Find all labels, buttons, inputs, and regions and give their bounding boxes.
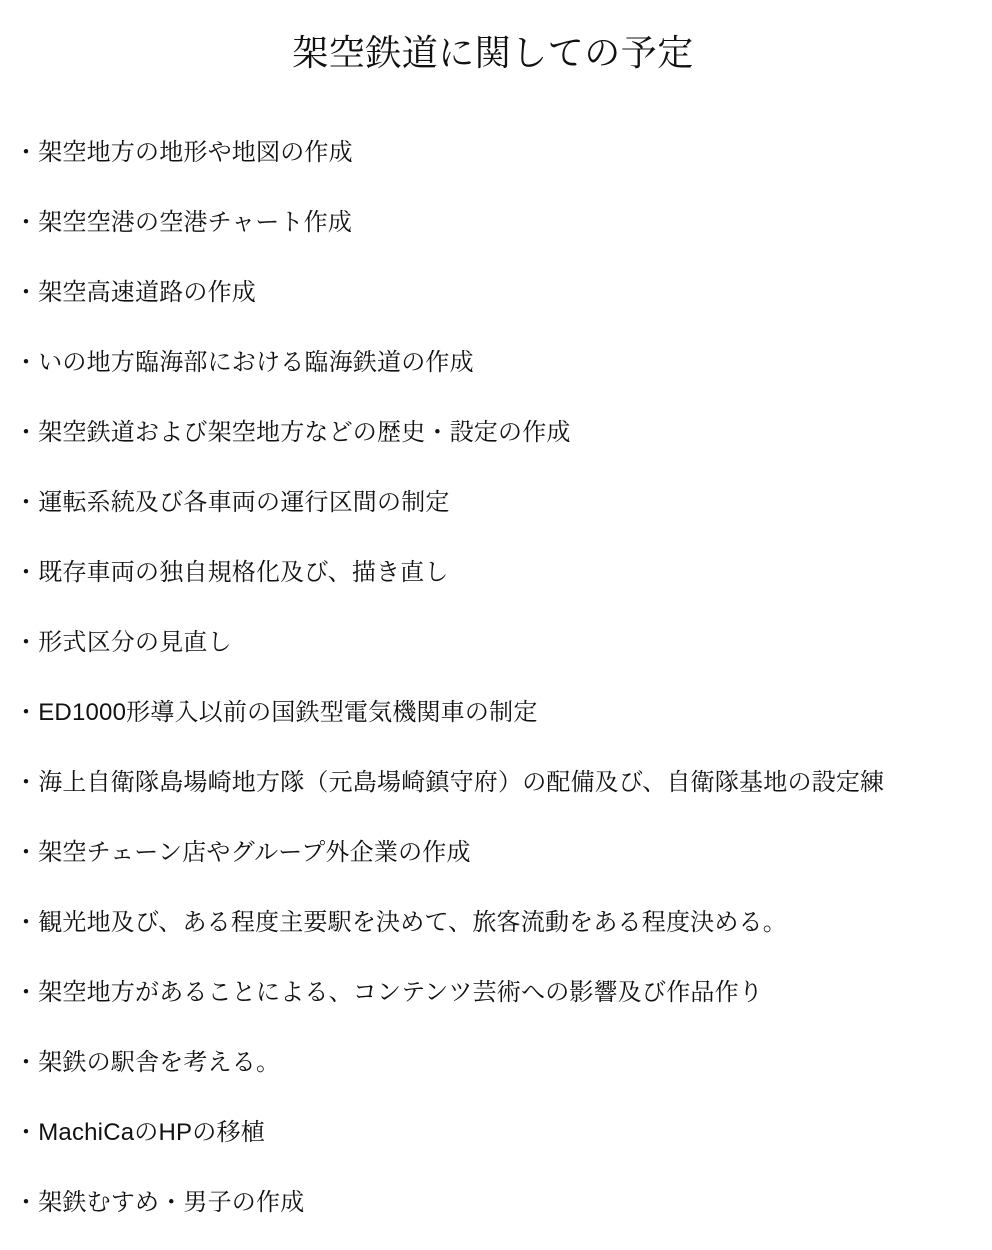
list-item: ・架鉄の駅舎を考える。: [14, 1049, 281, 1076]
list-item: ・MachiCaのHPの移植: [14, 1119, 265, 1146]
list-item: ・架空高速道路の作成: [14, 279, 256, 306]
list-item: ・形式区分の見直し: [14, 629, 232, 656]
list-item: ・海上自衛隊島場崎地方隊（元島場崎鎮守府）の配備及び、自衛隊基地の設定練: [14, 769, 885, 796]
plan-list: [14, 139, 972, 1217]
list-item: ・架空地方の地形や地図の作成: [14, 139, 353, 166]
list-item: ・運転系統及び各車両の運行区間の制定: [14, 489, 450, 516]
page-title: 架空鉄道に関しての予定: [292, 32, 694, 73]
list-item: ・架鉄むすめ・男子の作成: [14, 1189, 305, 1216]
list-item: ・架空チェーン店やグループ外企業の作成: [14, 839, 471, 866]
list-item: ・いの地方臨海部における臨海鉄道の作成: [14, 349, 474, 376]
list-item: ・架空空港の空港チャート作成: [14, 209, 353, 236]
list-item: ・既存車両の独自規格化及び、描き直し: [14, 559, 449, 586]
list-item: ・観光地及び、ある程度主要駅を決めて、旅客流動をある程度決める。: [14, 909, 787, 936]
list-item: ・ED1000形導入以前の国鉄型電気機関車の制定: [14, 699, 538, 726]
list-item: ・架空地方があることによる、コンテンツ芸術への影響及び作品作り: [14, 979, 763, 1006]
list-item: ・架空鉄道および架空地方などの歴史・設定の作成: [14, 419, 571, 446]
